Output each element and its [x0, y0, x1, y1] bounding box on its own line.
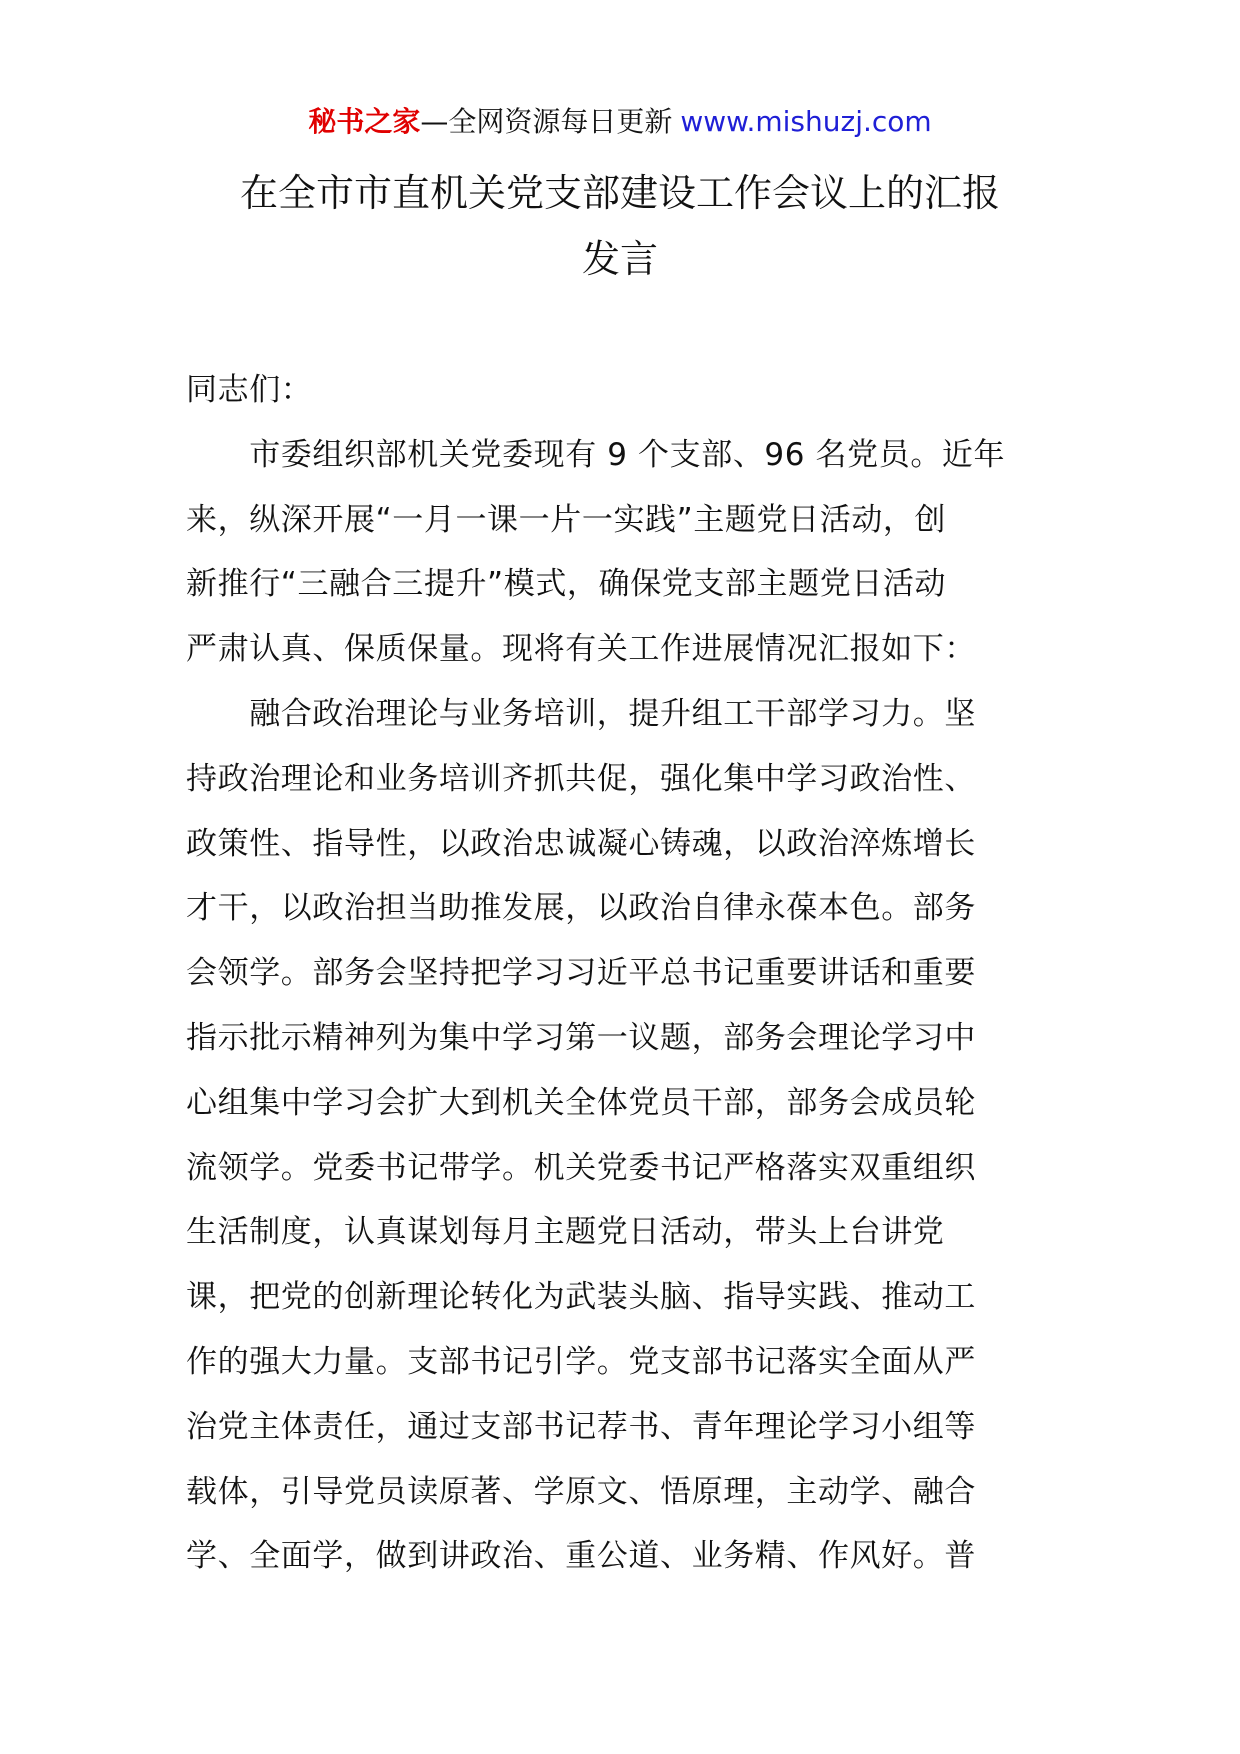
title-line-1: 在全市市直机关党支部建设工作会议上的汇报 [239, 171, 1000, 215]
watermark-header [0, 102, 1240, 142]
body-line: 心组集中学习会扩大到机关全体党员干部，部务会成员轮 [186, 1084, 976, 1121]
document-body [186, 358, 1056, 1589]
body-line: 生活制度，认真谋划每月主题党日活动，带头上台讲党 [186, 1214, 945, 1251]
body-line: 来，纵深开展“一月一课一片一实践”主题党日活动，创 [186, 501, 947, 538]
watermark-slogan: —全网资源每日更新 [420, 105, 673, 138]
body-line: 治党主体责任，通过支部书记荐书、青年理论学习小组等 [186, 1408, 976, 1445]
watermark-url: www.mishuzj.com [680, 105, 932, 138]
body-line: 学、全面学，做到讲政治、重公道、业务精、作风好。普 [186, 1538, 976, 1575]
document-title [180, 160, 1060, 292]
body-line: 政策性、指导性，以政治忠诚凝心铸魂，以政治淬炼增长 [186, 825, 976, 862]
body-line: 新推行“三融合三提升”模式，确保党支部主题党日活动 [186, 566, 947, 603]
body-line: 指示批示精神列为集中学习第一议题，部务会理论学习中 [186, 1019, 976, 1056]
body-line: 作的强大力量。支部书记引学。党支部书记落实全面从严 [186, 1343, 976, 1380]
watermark-brand: 秘书之家 [308, 105, 421, 138]
body-line: 持政治理论和业务培训齐抓共促，强化集中学习政治性、 [186, 760, 976, 797]
salutation: 同志们： [186, 372, 313, 408]
title-line-2: 发言 [581, 237, 658, 281]
body-line: 市委组织部机关党委现有 9 个支部、96 名党员。近年 [186, 436, 1006, 473]
body-line: 课，把党的创新理论转化为武装头脑、指导实践、推动工 [186, 1279, 976, 1316]
body-line: 会领学。部务会坚持把学习习近平总书记重要讲话和重要 [186, 955, 976, 992]
body-line: 才干，以政治担当助推发展，以政治自律永葆本色。部务 [186, 890, 976, 927]
body-line: 载体，引导党员读原著、学原文、悟原理，主动学、融合 [186, 1473, 976, 1510]
body-line: 融合政治理论与业务培训，提升组工干部学习力。坚 [186, 695, 976, 732]
body-line: 严肃认真、保质保量。现将有关工作进展情况汇报如下： [186, 631, 976, 668]
body-line: 流领学。党委书记带学。机关党委书记严格落实双重组织 [186, 1149, 976, 1186]
